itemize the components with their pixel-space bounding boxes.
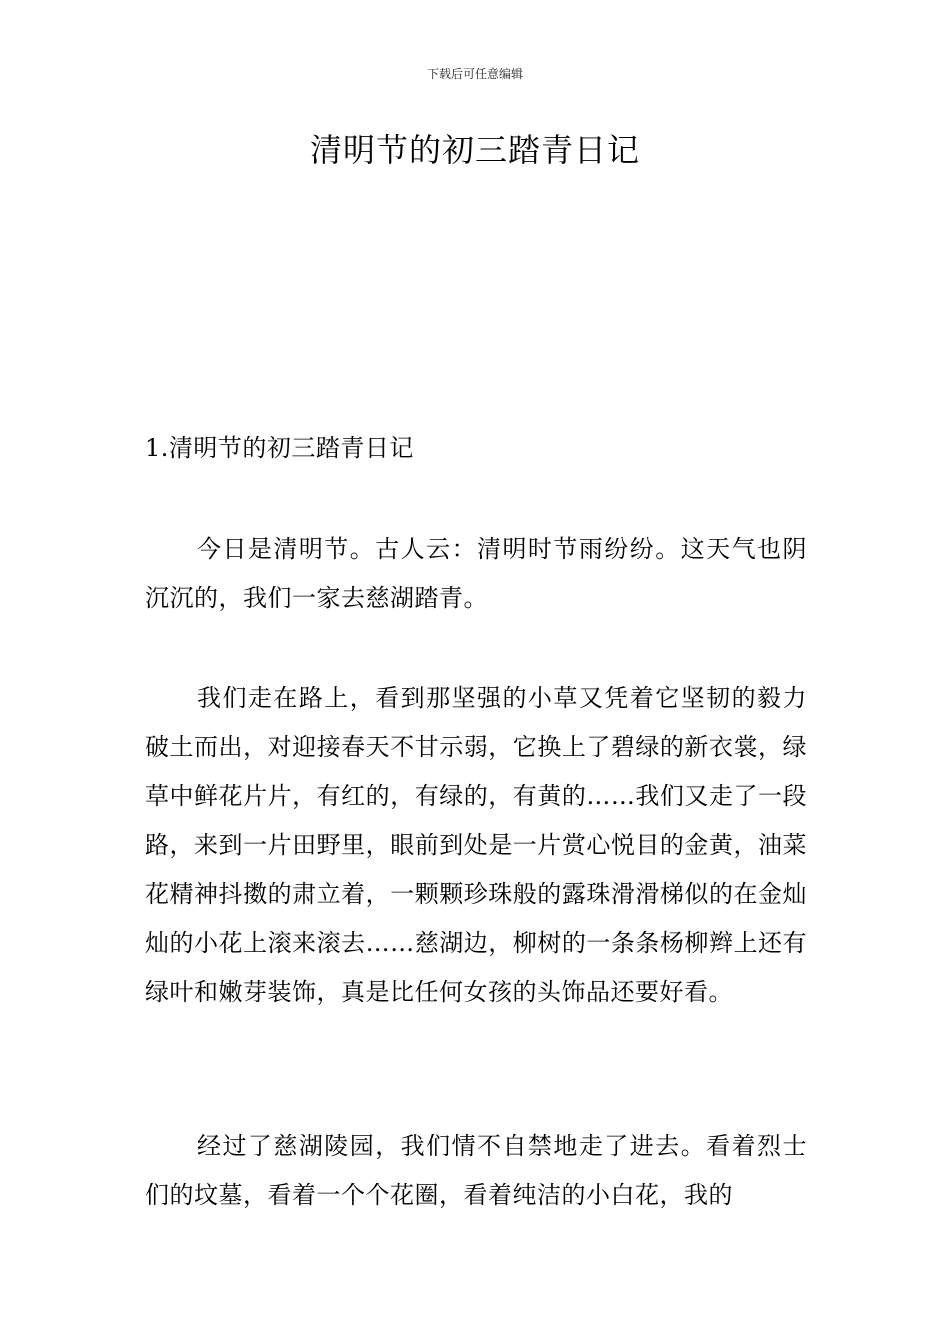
paragraph-3: 经过了慈湖陵园，我们情不自禁地走了进去。看着烈士们的坟墓，看着一个个花圈，看着纯洁的小白花，我的 <box>145 1132 807 1209</box>
paragraph-1: 今日是清明节。古人云：清明时节雨纷纷。这天气也阴沉沉的，我们一家去慈湖踏青。 <box>145 535 807 612</box>
header-note: 下载后可任意编辑 <box>426 67 523 81</box>
document-title: 清明节的初三踏青日记 <box>309 131 640 169</box>
section-heading: 1.清明节的初三踏青日记 <box>145 434 414 462</box>
paragraph-2: 我们走在路上，看到那坚强的小草又凭着它坚韧的毅力破土而出，对迎接春天不甘示弱，它换上了碧绿的新衣裳，绿草中鲜花片片，有红的，有绿的，有黄的……我们又走了一段路，来到一片田野里，眼前到处是一片赏心悦目的金黄，油菜花精神抖擞的肃立着，一颗颗珍珠般的露珠滑滑梯似的在金灿灿的小花上滚来滚去……慈湖边，柳树的一条条杨柳辫上还有绿叶和嫩芽装饰，真是比任何女孩的头饰品还要好看。 <box>145 684 807 1006</box>
